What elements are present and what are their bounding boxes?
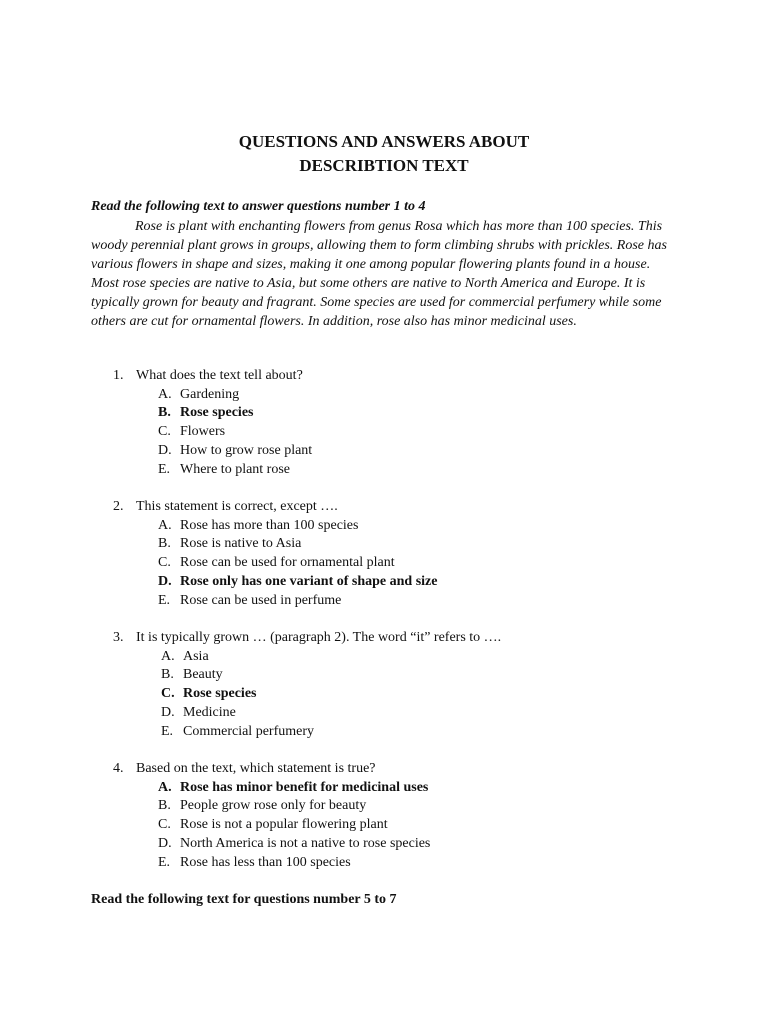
question-4 xyxy=(91,760,430,872)
question-stem xyxy=(91,367,312,386)
option-e xyxy=(91,723,501,742)
question-1 xyxy=(91,367,312,479)
option-c xyxy=(91,816,430,835)
option-text: Rose is native to Asia xyxy=(180,536,302,552)
passage-line: typically grown for beauty and fragrant. Some species are used for commercial perfumery while some xyxy=(91,295,662,310)
option-letter: B. xyxy=(161,667,174,683)
option-letter: E. xyxy=(158,592,171,608)
question-number: 2. xyxy=(113,499,124,514)
option-c xyxy=(91,554,437,573)
option-text: Rose has minor benefit for medicinal uses xyxy=(180,779,429,795)
option-text: Rose species xyxy=(183,686,257,702)
option-b-correct xyxy=(91,404,312,423)
option-text: Gardening xyxy=(180,386,240,402)
option-a xyxy=(91,386,312,405)
option-letter: B. xyxy=(158,798,171,814)
option-letter: D. xyxy=(158,835,172,851)
reading-passage xyxy=(91,217,667,331)
question-text: This statement is correct, except …. xyxy=(136,499,338,514)
option-e xyxy=(91,854,430,873)
option-text: Rose can be used for ornamental plant xyxy=(180,555,395,571)
option-c xyxy=(91,423,312,442)
option-text: People grow rose only for beauty xyxy=(180,798,367,814)
passage-line: Rose is plant with enchanting flowers from genus Rosa which has more than 100 species. This xyxy=(135,219,663,234)
option-d-correct xyxy=(91,573,437,592)
question-number: 3. xyxy=(113,630,124,645)
instruction-questions-1-4: Read the following text to answer questions number 1 to 4 xyxy=(91,199,426,214)
option-letter: B. xyxy=(158,405,171,421)
question-number: 4. xyxy=(113,761,124,776)
option-a xyxy=(91,517,437,536)
option-text: Flowers xyxy=(180,424,226,440)
option-letter: B. xyxy=(158,536,171,552)
option-text: How to grow rose plant xyxy=(180,442,313,458)
document-title-line-1: QUESTIONS AND ANSWERS ABOUT xyxy=(238,132,530,151)
option-letter: A. xyxy=(158,779,172,795)
option-d xyxy=(91,704,501,723)
passage-line: woody perennial plant grows in groups, allowing them to form climbing shrubs with prickles. Rose has xyxy=(91,238,667,253)
question-text: Based on the text, which statement is true? xyxy=(136,761,376,776)
option-letter: A. xyxy=(158,386,172,402)
question-stem xyxy=(91,629,501,648)
question-text: It is typically grown … (paragraph 2). The word “it” refers to …. xyxy=(136,630,502,645)
document-title-line-2: DESCRIBTION TEXT xyxy=(299,156,469,175)
option-b xyxy=(91,666,501,685)
question-2 xyxy=(91,498,437,610)
question-text: What does the text tell about? xyxy=(136,368,303,383)
option-d xyxy=(91,835,430,854)
option-b xyxy=(91,535,437,554)
option-text: Rose has less than 100 species xyxy=(180,854,351,870)
option-letter: C. xyxy=(158,424,171,440)
option-text: North America is not a native to rose species xyxy=(180,835,431,851)
option-letter: D. xyxy=(161,704,175,720)
option-text: Commercial perfumery xyxy=(183,723,315,739)
option-letter: C. xyxy=(161,686,175,702)
option-letter: E. xyxy=(158,461,171,477)
option-text: Rose can be used in perfume xyxy=(180,592,342,608)
option-text: Asia xyxy=(183,648,209,664)
option-a xyxy=(91,648,501,667)
option-letter: C. xyxy=(158,817,171,833)
option-text: Rose is not a popular flowering plant xyxy=(180,817,388,833)
option-a-correct xyxy=(91,779,430,798)
passage-line: others are cut for ornamental flowers. In addition, rose also has minor medicinal uses. xyxy=(91,314,577,329)
option-text: Where to plant rose xyxy=(180,461,291,477)
option-text: Rose only has one variant of shape and size xyxy=(180,573,438,589)
instruction-questions-5-7: Read the following text for questions number 5 to 7 xyxy=(91,892,397,907)
option-text: Beauty xyxy=(183,667,223,683)
option-letter: D. xyxy=(158,573,172,589)
question-stem xyxy=(91,760,430,779)
option-e xyxy=(91,461,312,480)
option-c-correct xyxy=(91,685,501,704)
option-text: Medicine xyxy=(183,704,236,720)
option-letter: E. xyxy=(158,854,171,870)
question-3 xyxy=(91,629,501,741)
question-stem xyxy=(91,498,437,517)
option-text: Rose has more than 100 species xyxy=(180,517,359,533)
option-letter: A. xyxy=(158,517,172,533)
option-text: Rose species xyxy=(180,405,254,421)
option-letter: A. xyxy=(161,648,175,664)
option-e xyxy=(91,592,437,611)
option-letter: D. xyxy=(158,442,172,458)
option-d xyxy=(91,442,312,461)
passage-line: Most rose species are native to Asia, but some others are native to North America and Europe. It is xyxy=(91,276,646,291)
passage-line: various flowers in shape and sizes, making it one among popular flowering plants found in a house. xyxy=(91,257,651,272)
option-b xyxy=(91,797,430,816)
question-number: 1. xyxy=(113,368,124,383)
option-letter: E. xyxy=(161,723,174,739)
option-letter: C. xyxy=(158,555,171,571)
